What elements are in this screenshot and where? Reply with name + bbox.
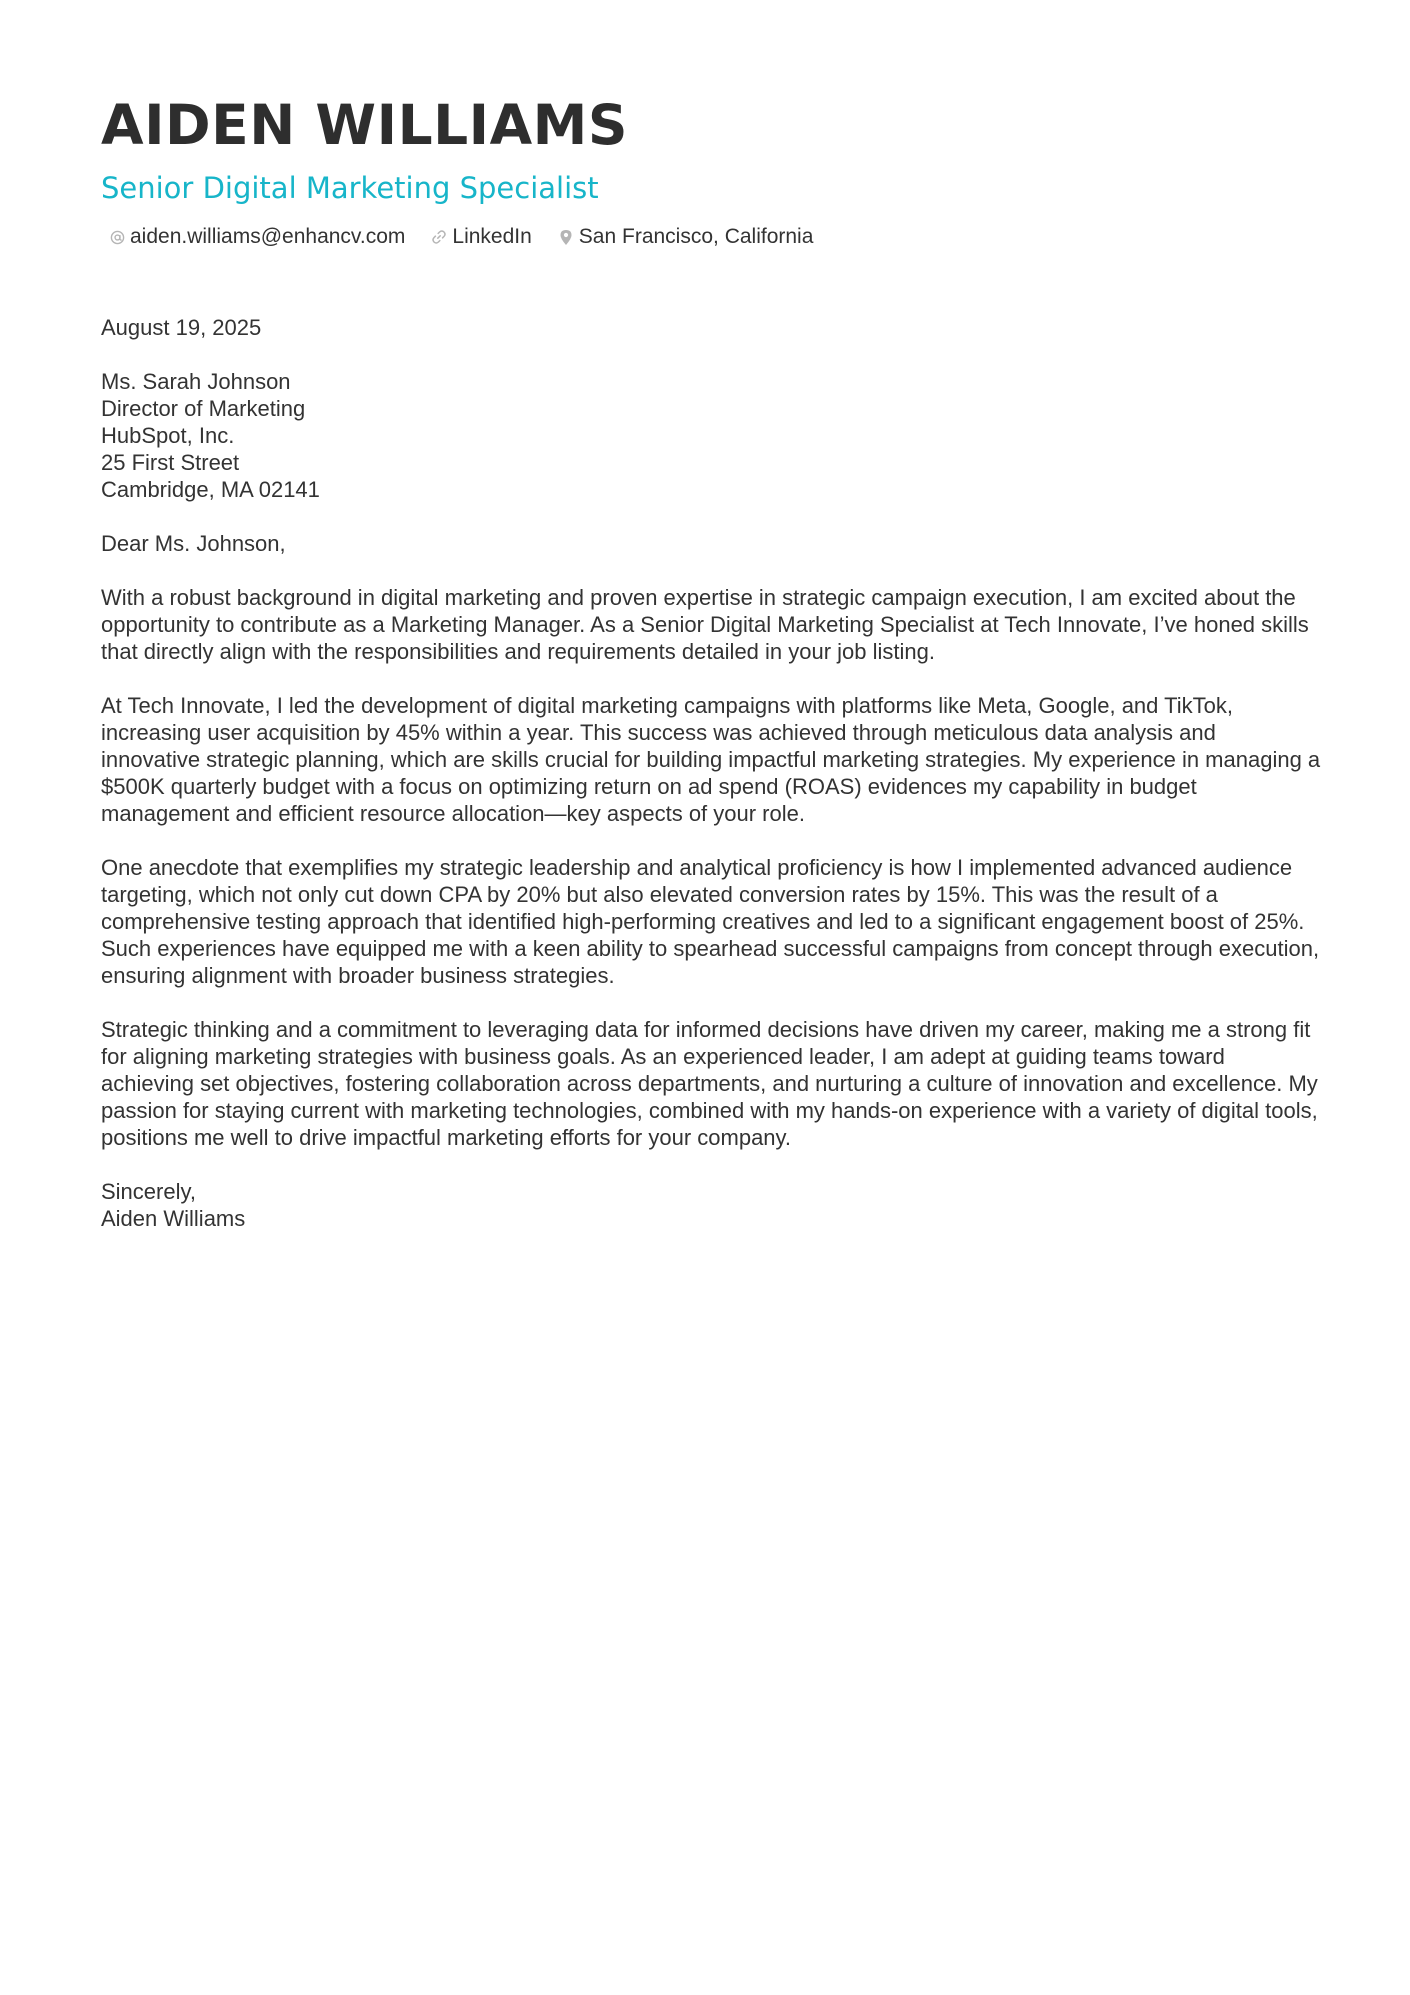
map-pin-icon <box>558 229 574 245</box>
body-paragraph: One anecdote that exemplifies my strategic leadership and analytical proficiency is how I implemented advanced audience targeting, which not only cut down CPA by 20% but also elevated conversion rates by 15%. This was the result of a comprehensive testing approach that identified high-performing creatives and led to a significant engagement boost of 25%. Such experiences have equipped me with a keen ability to spearhead successful campaigns from concept through execution, ensuring alignment with broader business strategies. <box>101 855 1320 988</box>
contact-email[interactable] <box>109 225 405 249</box>
sign-off <box>101 1178 1321 1232</box>
letter-date: August 19, 2025 <box>101 315 262 340</box>
letter-body <box>101 314 1321 1232</box>
link-icon <box>431 229 447 245</box>
salutation: Dear Ms. Johnson, <box>101 531 286 556</box>
body-paragraph: Strategic thinking and a commitment to leveraging data for informed decisions have driven my career, making me a strong fit for aligning marketing strategies with business goals. As an experienced leader, I am adept at guiding teams toward achieving set objectives, fostering collaboration across departments, and nurturing a culture of innovation and excellence. My passion for staying current with marketing technologies, combined with my hands-on experience with a variety of digital tools, positions me well to drive impactful marketing efforts for your company. <box>101 1017 1318 1150</box>
applicant-name: AIDEN WILLIAMS <box>101 93 629 157</box>
contact-linkedin-text: LinkedIn <box>452 225 532 248</box>
recipient-city: Cambridge, MA 02141 <box>101 477 320 502</box>
body-paragraph: With a robust background in digital marketing and proven expertise in strategic campaign execution, I am excited about the opportunity to contribute as a Marketing Manager. As a Senior Digital Marketing Specialist at Tech Innovate, I’ve honed skills that directly align with the responsibilities and requirements detailed in your job listing. <box>101 585 1309 664</box>
contact-linkedin[interactable] <box>431 225 531 249</box>
body-paragraph: At Tech Innovate, I led the development of digital marketing campaigns with platforms like Meta, Google, and TikTok, increasing user acquisition by 45% within a year. This success was achieved through meticulous data analysis and innovative strategic planning, which are skills crucial for building impactful marketing strategies. My experience in managing a $500K quarterly budget with a focus on optimizing return on ad spend (ROAS) evidences my capability in budget management and efficient resource allocation—key aspects of your role. <box>101 693 1321 826</box>
contact-email-text: aiden.williams@enhancv.com <box>130 225 406 248</box>
cover-letter-page <box>101 88 1321 1232</box>
signature: Aiden Williams <box>101 1206 246 1231</box>
closing: Sincerely, <box>101 1179 196 1204</box>
recipient-company: HubSpot, Inc. <box>101 423 235 448</box>
contact-location <box>558 225 814 249</box>
contact-location-text: San Francisco, California <box>578 225 814 248</box>
recipient-name: Ms. Sarah Johnson <box>101 369 291 394</box>
at-icon <box>109 229 125 245</box>
recipient-street: 25 First Street <box>101 450 240 475</box>
applicant-title: Senior Digital Marketing Specialist <box>101 171 599 205</box>
recipient-position: Director of Marketing <box>101 396 306 421</box>
contact-bar <box>109 222 1321 252</box>
